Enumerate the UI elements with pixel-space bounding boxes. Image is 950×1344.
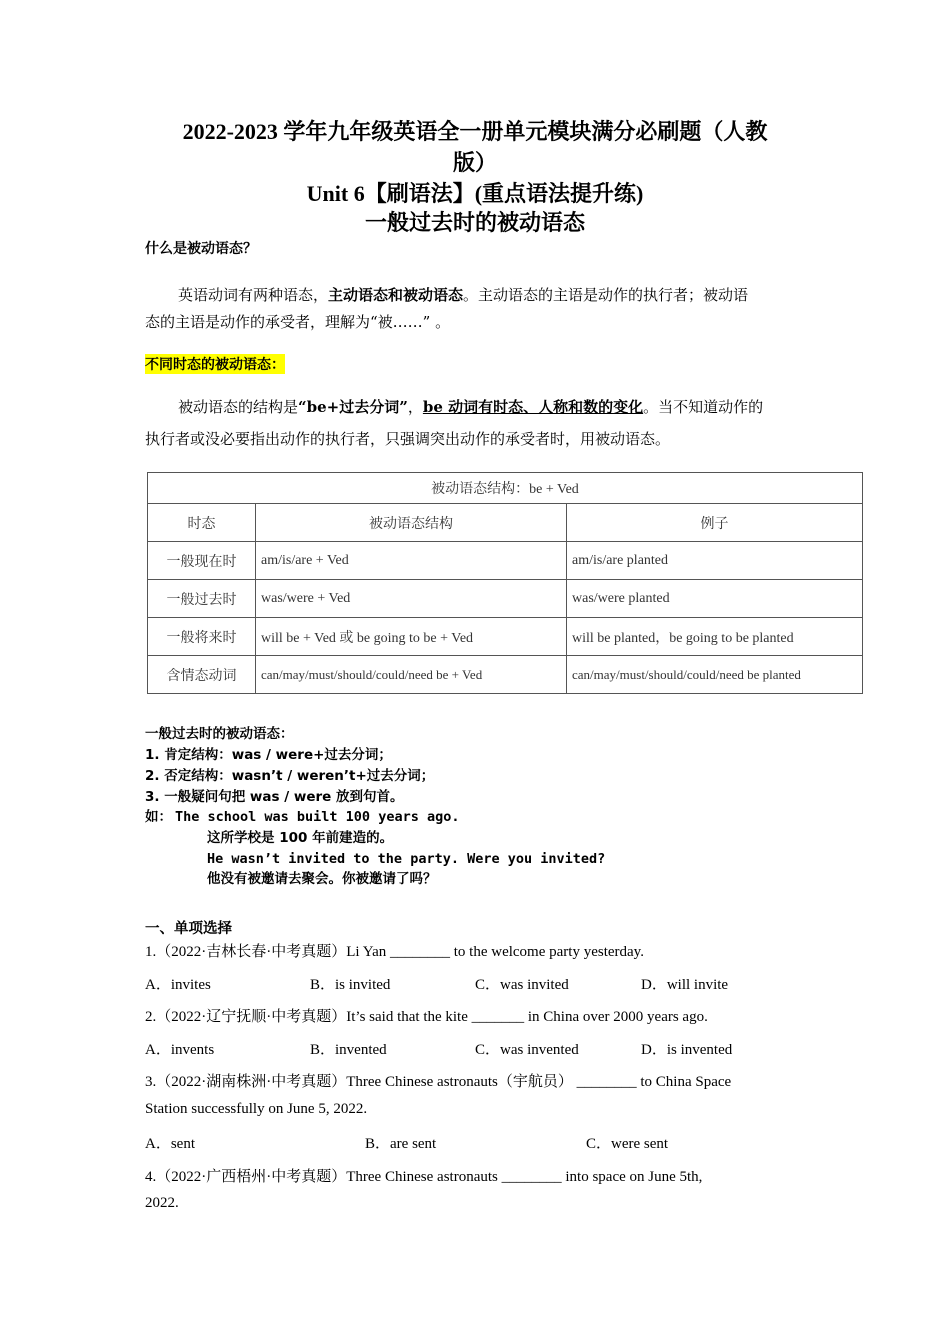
- table-row: [148, 542, 863, 580]
- q1-option-d: D．will invite: [641, 977, 729, 993]
- p2-text-c: ，: [407, 398, 423, 416]
- table-row: [148, 580, 863, 618]
- doc-subtitle-unit: Unit 6【刷语法】(重点语法提升练): [306, 181, 644, 206]
- past-passive-item-2: 2. 否定结构：wasn’t / weren’t+过去分词；: [145, 768, 435, 784]
- table-cell-example: was/were planted: [567, 580, 863, 618]
- table-header-example: 例子: [567, 504, 863, 542]
- table-caption: 被动语态结构：be + Ved: [148, 473, 863, 504]
- table-header-row: [148, 504, 863, 542]
- table-cell-tense: 一般将来时: [148, 618, 256, 656]
- intro-paragraph-2-cont: 执行者或没必要指出动作的执行者，只强调突出动作的承受者时，用被动语态。: [145, 430, 671, 448]
- intro-paragraph-2: [145, 396, 810, 417]
- table-cell-tense: 含情态动词: [148, 656, 256, 694]
- past-passive-item-1: 1. 肯定结构：was / were+过去分词；: [145, 747, 392, 763]
- table-cell-structure: will be + Ved 或 be going to be + Ved: [256, 618, 567, 656]
- p2-text-underlined: be 动词有时态、人称和数的变化: [422, 398, 644, 416]
- table-cell-example: can/may/must/should/could/need be planted: [567, 656, 863, 694]
- question-1: 1.（2022·吉林长春·中考真题）Li Yan ________ to the welcome party yesterday.: [145, 944, 644, 960]
- question-3: 3.（2022·湖南株洲·中考真题）Three Chinese astronauts（宇航员） ________ to China Space: [145, 1074, 732, 1090]
- exercise-section-title: 一、单项选择: [145, 921, 232, 937]
- q3-option-c: C．were sent: [586, 1136, 669, 1152]
- example-label: 如：: [145, 809, 172, 825]
- q1-option-c: C．was invited: [475, 977, 569, 993]
- table-cell-tense: 一般过去时: [148, 580, 256, 618]
- table-header-structure: 被动语态结构: [256, 504, 567, 542]
- q3-option-a: A．sent: [145, 1136, 195, 1152]
- p2-text-e: 。当不知道动作的: [643, 398, 764, 416]
- table-cell-structure: was/were + Ved: [256, 580, 567, 618]
- table-cell-example: will be planted，be going to be planted: [567, 618, 863, 656]
- doc-title-line-2: 版）: [452, 150, 497, 175]
- table-row: [148, 618, 863, 656]
- q2-option-c: C．was invented: [475, 1042, 579, 1058]
- table-caption-row: [148, 473, 863, 504]
- question-4-cont: 2022.: [145, 1195, 179, 1211]
- doc-topic-title: 一般过去时的被动语态: [364, 210, 585, 235]
- table-cell-structure: can/may/must/should/could/need be + Ved: [256, 656, 567, 694]
- example-translation-1: 这所学校是 100 年前建造的。: [207, 830, 394, 846]
- example-translation-2: 他没有被邀请去聚会。你被邀请了吗？: [207, 871, 437, 887]
- p1-text-c: 。主动语态的主语是动作的执行者；被动语: [463, 286, 749, 304]
- question-2: 2.（2022·辽宁抚顺·中考真题）It’s said that the kite _______ in China over 2000 years ago.: [145, 1009, 708, 1025]
- q3-option-b: B．are sent: [365, 1136, 437, 1152]
- q1-option-a: A．invites: [145, 977, 211, 993]
- q2-option-d: D．is invented: [641, 1042, 733, 1058]
- past-passive-item-3: 3. 一般疑问句把 was / were 放到句首。: [145, 789, 404, 805]
- table-row: [148, 656, 863, 694]
- table-cell-structure: am/is/are + Ved: [256, 542, 567, 580]
- past-passive-heading: 一般过去时的被动语态：: [145, 726, 294, 742]
- q2-option-b: B．invented: [310, 1042, 387, 1058]
- question-4: 4.（2022·广西梧州·中考真题）Three Chinese astronauts ________ into space on June 5th,: [145, 1169, 703, 1185]
- intro-paragraph-1-cont: 态的主语是动作的承受者，理解为“被……” 。: [145, 313, 451, 331]
- table-header-tense: 时态: [148, 504, 256, 542]
- example-sentence-1: The school was built 100 years ago.: [175, 809, 460, 825]
- question-3-cont: Station successfully on June 5, 2022.: [145, 1101, 368, 1117]
- intro-heading: 什么是被动语态？: [145, 241, 257, 257]
- q1-option-b: B．is invited: [310, 977, 391, 993]
- p2-text-a: 被动语态的结构是: [178, 398, 299, 416]
- doc-title-line-1: 2022-2023 学年九年级英语全一册单元模块满分必刷题（人教: [182, 119, 768, 144]
- p1-text-a: 英语动词有两种语态，: [178, 286, 329, 304]
- table-cell-example: am/is/are planted: [567, 542, 863, 580]
- q2-option-a: A．invents: [145, 1042, 215, 1058]
- p2-text-bold: “be+过去分词”: [298, 398, 408, 416]
- table-cell-tense: 一般现在时: [148, 542, 256, 580]
- p1-text-bold: 主动语态和被动语态: [328, 286, 464, 304]
- intro-paragraph-1: [145, 279, 810, 311]
- section-heading-tenses: 不同时态的被动语态：: [145, 354, 285, 374]
- passive-voice-table: [147, 472, 863, 694]
- example-sentence-2: He wasn’t invited to the party. Were you invited?: [207, 851, 606, 867]
